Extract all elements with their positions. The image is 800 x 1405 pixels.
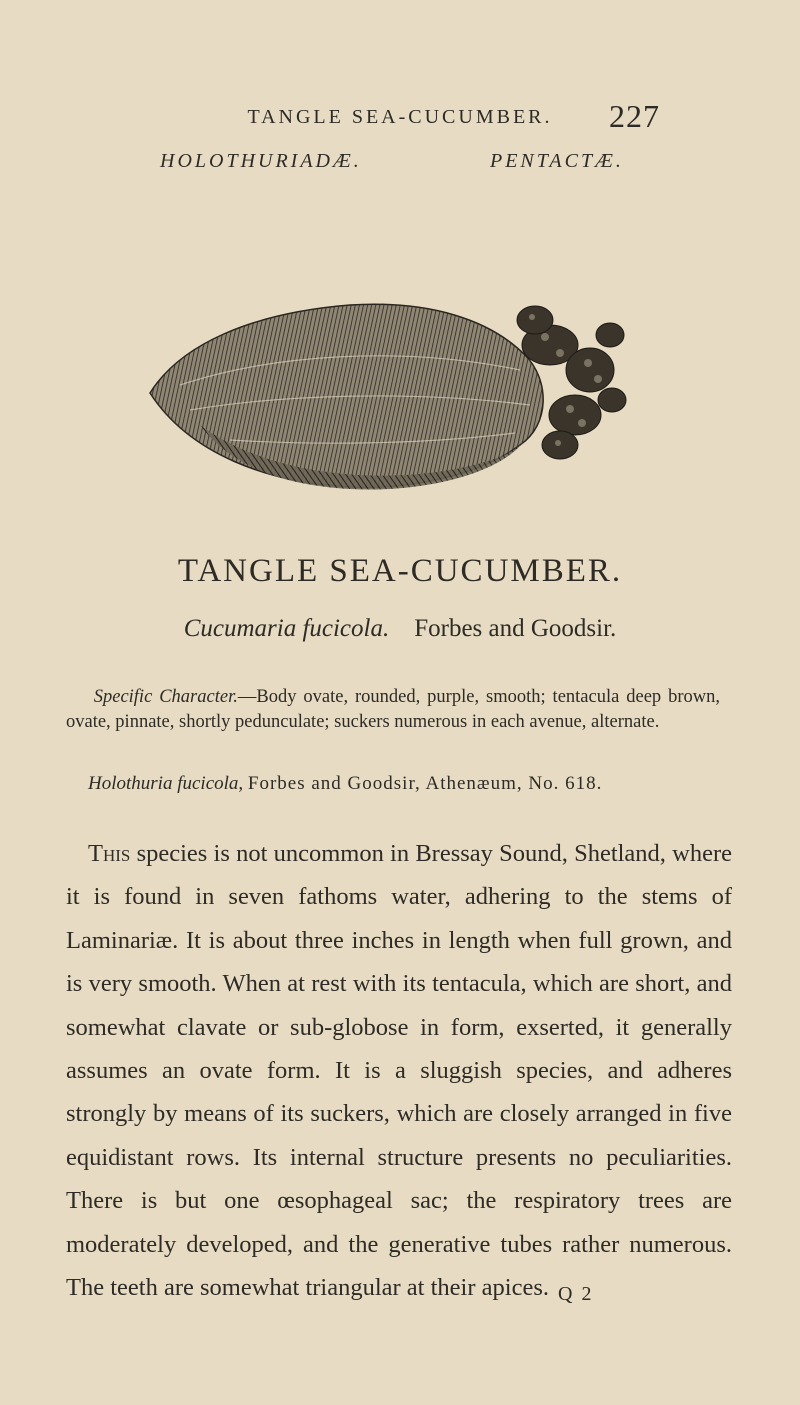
paragraph-first-word: This	[88, 840, 131, 867]
specific-character-text: —Body ovate, rounded, purple, smooth; tentacula deep brown, ovate, pinnate, shortly pedunculate; suckers numerous in each avenue, alternate.	[66, 687, 720, 732]
synonym-name: Holothuria fucicola,	[88, 773, 244, 794]
description-paragraph	[66, 832, 732, 1309]
synonymy-line	[88, 773, 728, 795]
plate-title: TANGLE SEA-CUCUMBER.	[177, 553, 623, 589]
family-heading-left: HOLOTHURIADÆ.	[160, 150, 362, 172]
species-heading	[0, 615, 800, 643]
specific-character-paragraph	[66, 685, 720, 735]
paragraph-text: species is not uncommon in Bressay Sound, Shetland, where it is found in seven fathoms water, adhering to the stems of Laminariæ. It is about three inches in length when full grown, and is very smooth. When at rest with its tentacula, which are short, and somewhat clavate or sub-globose in form, exserted, it generally assumes an ovate form. It is a sluggish species, and adheres strongly by means of its suckers, which are closely arranged in five equidistant rows. Its internal structure presents no peculiarities. There is but one œsophageal sac; the respiratory trees are moderately developed, and the generative tubes rather numerous. The teeth are somewhat triangular at their apices.	[66, 840, 732, 1302]
species-authors: Forbes and Goodsir.	[414, 615, 617, 642]
specific-character-lead: Specific Character.	[93, 687, 238, 707]
family-heading-right: PENTACTÆ.	[490, 150, 624, 172]
signature-mark: Q 2	[558, 1283, 594, 1305]
page-number: 227	[609, 98, 660, 134]
running-head-title: TANGLE SEA-CUCUMBER.	[247, 106, 553, 128]
scientific-name: Cucumaria fucicola.	[183, 615, 390, 642]
sea-cucumber-engraving	[120, 275, 640, 515]
synonym-citation: Forbes and Goodsir, Athenæum, No. 618.	[247, 773, 603, 794]
